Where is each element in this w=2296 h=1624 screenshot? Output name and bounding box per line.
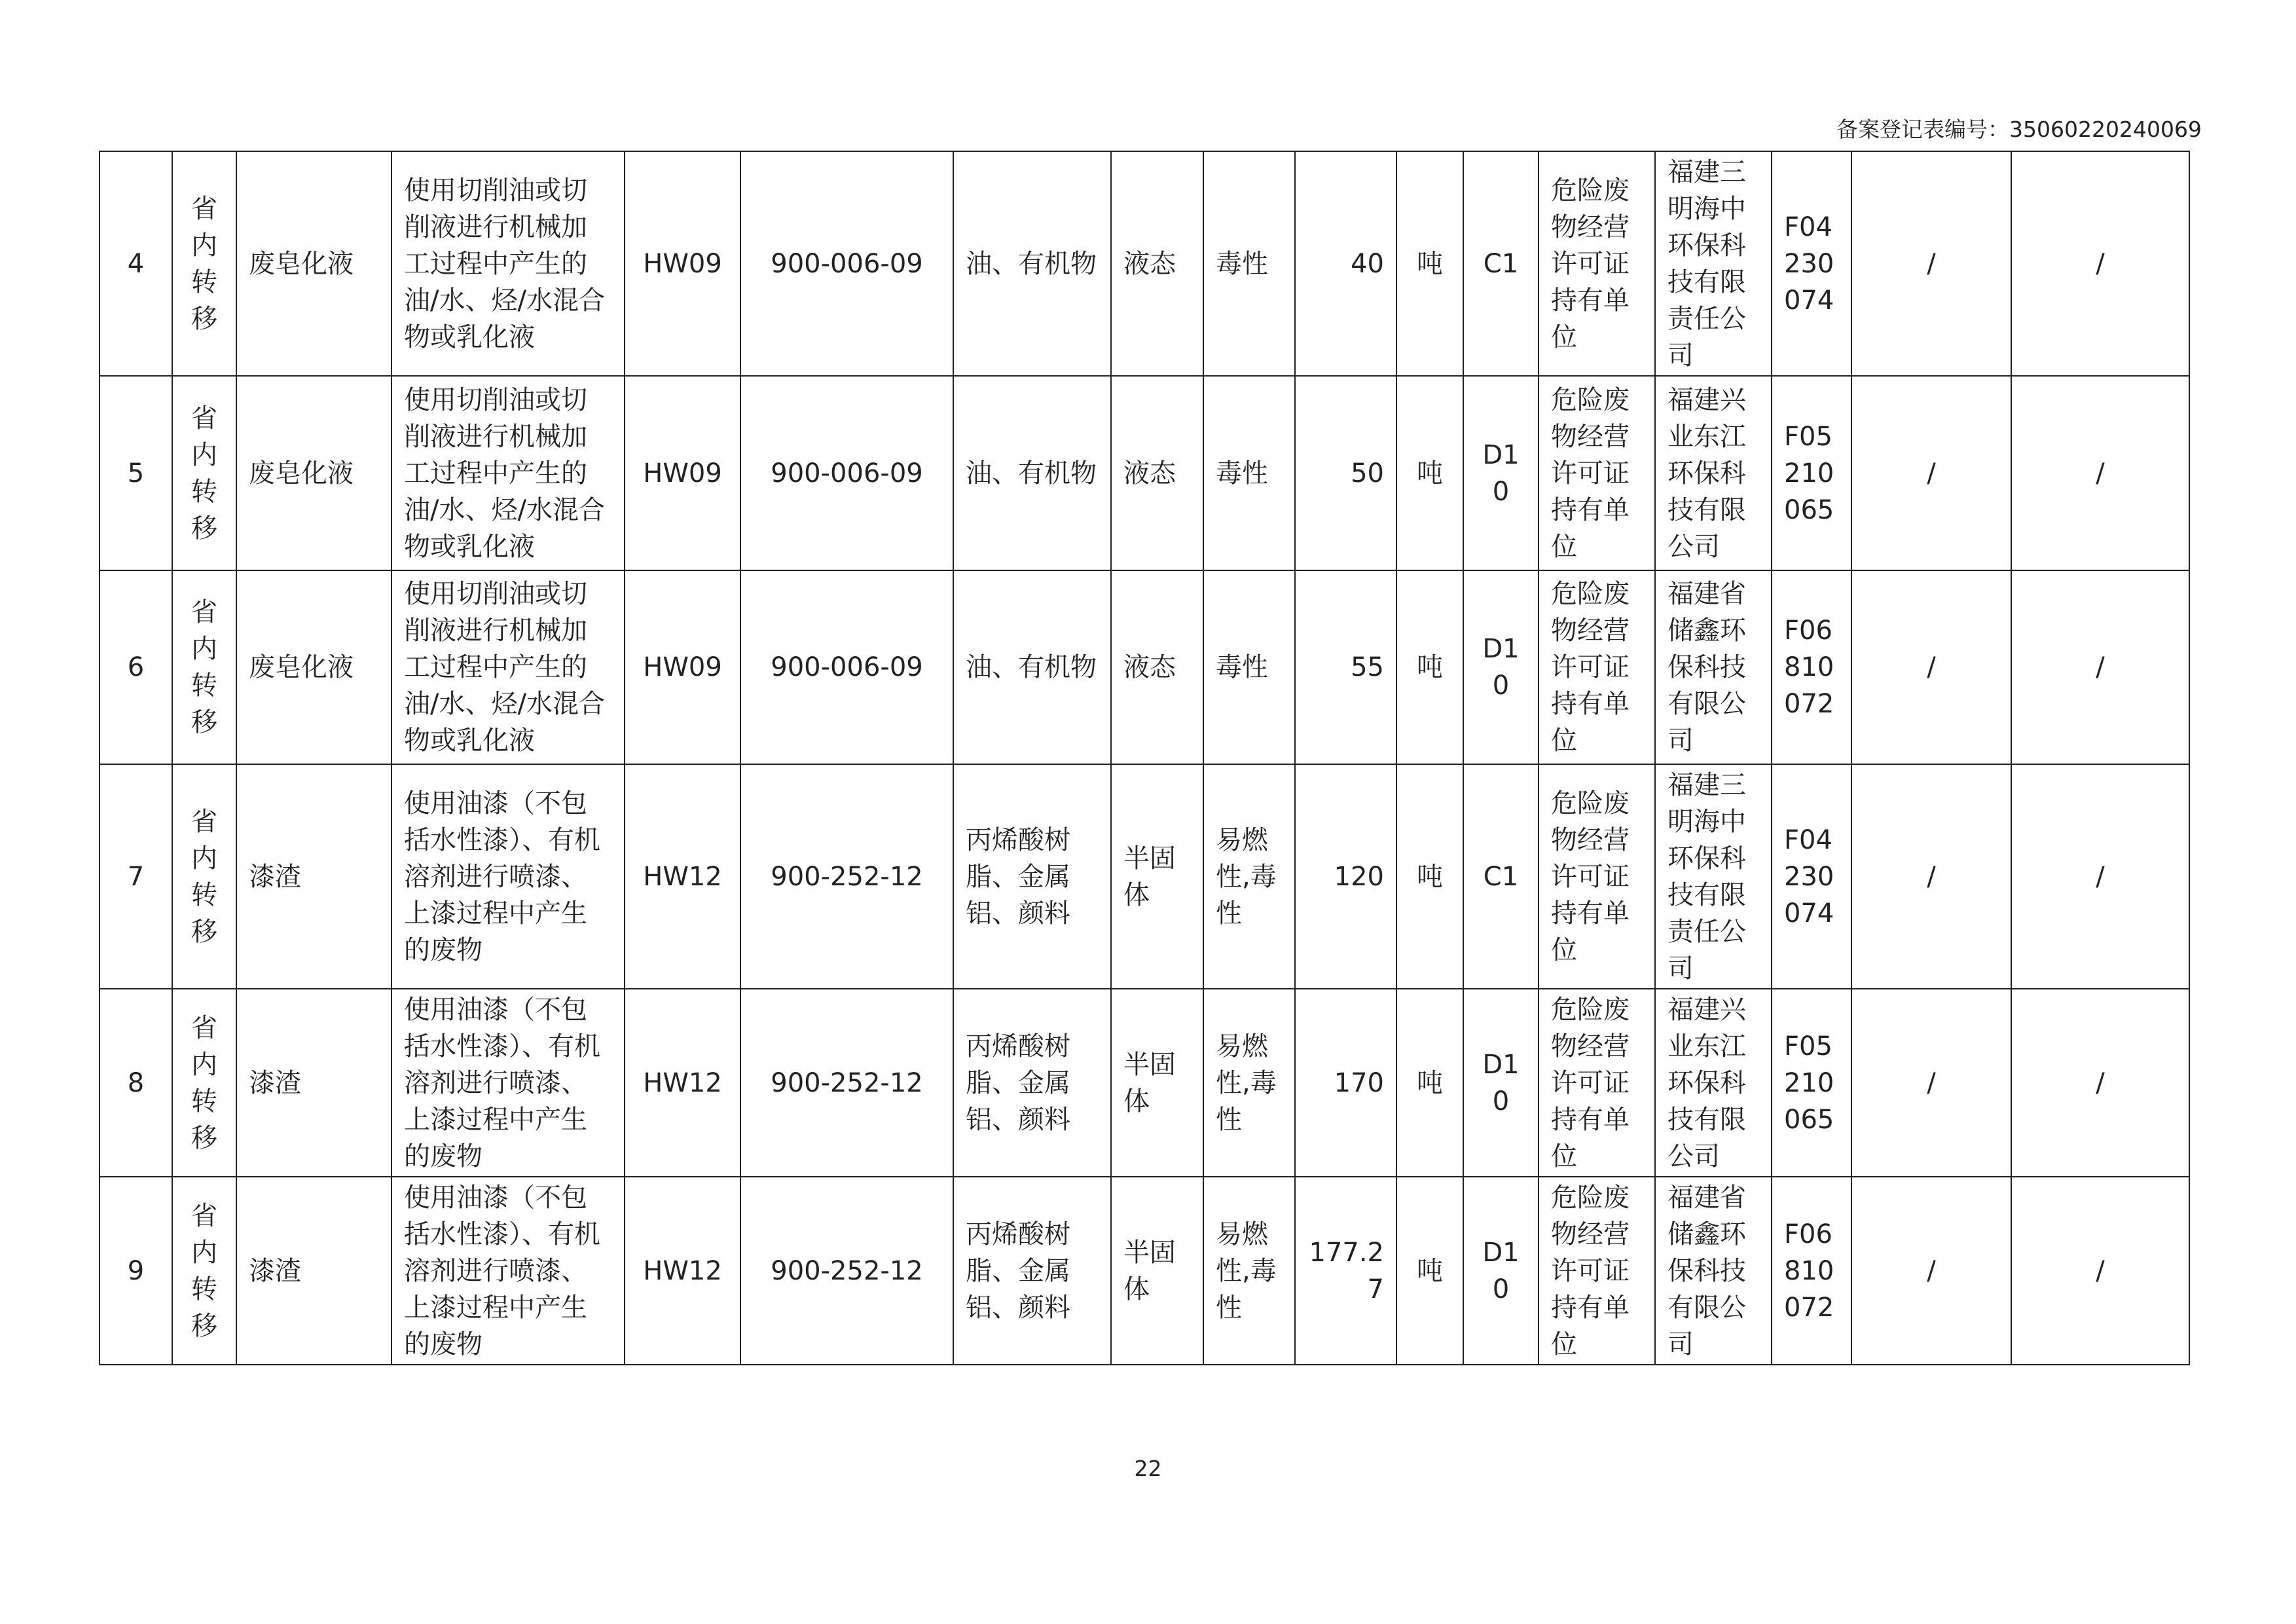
cell-waste-name: 漆渣	[236, 764, 392, 989]
cell-source: 使用切削油或切削液进行机械加工过程中产生的油/水、烃/水混合物或乳化液	[392, 376, 625, 570]
cell-form: 半固体	[1111, 764, 1203, 989]
cell-method: D10	[1463, 570, 1539, 764]
cell-col16: /	[1851, 1177, 2011, 1365]
page-number: 22	[1134, 1456, 1162, 1481]
cell-components: 油、有机物	[953, 376, 1111, 570]
cell-col17: /	[2011, 1177, 2189, 1365]
cell-license: F06810072	[1772, 570, 1851, 764]
cell-transfer-type: 省内转移	[172, 376, 236, 570]
cell-source: 使用油漆（不包括水性漆）、有机溶剂进行喷漆、上漆过程中产生的废物	[392, 989, 625, 1177]
table-row	[100, 376, 2189, 570]
cell-category: HW12	[625, 989, 740, 1177]
cell-col16: /	[1851, 989, 2011, 1177]
cell-code: 900-006-09	[740, 151, 953, 376]
cell-waste-name: 废皂化液	[236, 151, 392, 376]
cell-receiver-type: 危险废物经营许可证持有单位	[1539, 151, 1655, 376]
cell-col16: /	[1851, 151, 2011, 376]
cell-receiver: 福建兴业东江环保科技有限公司	[1655, 376, 1772, 570]
cell-quantity: 55	[1295, 570, 1396, 764]
table-row	[100, 989, 2189, 1177]
cell-form: 液态	[1111, 570, 1203, 764]
cell-col17: /	[2011, 376, 2189, 570]
cell-receiver: 福建省储鑫环保科技有限公司	[1655, 570, 1772, 764]
cell-unit: 吨	[1396, 989, 1463, 1177]
cell-unit: 吨	[1396, 151, 1463, 376]
cell-transfer-type: 省内转移	[172, 151, 236, 376]
cell-components: 丙烯酸树脂、金属铝、颜料	[953, 764, 1111, 989]
cell-receiver: 福建三明海中环保科技有限责任公司	[1655, 151, 1772, 376]
table-row	[100, 151, 2189, 376]
cell-waste-name: 漆渣	[236, 989, 392, 1177]
cell-hazard: 易燃性,毒性	[1203, 989, 1295, 1177]
cell-transfer-type: 省内转移	[172, 989, 236, 1177]
cell-col16: /	[1851, 376, 2011, 570]
cell-quantity: 40	[1295, 151, 1396, 376]
cell-license: F05210065	[1772, 376, 1851, 570]
cell-license: F04230074	[1772, 764, 1851, 989]
hazardous-waste-transfer-table	[99, 151, 2190, 1365]
cell-quantity: 177.27	[1295, 1177, 1396, 1365]
cell-receiver-type: 危险废物经营许可证持有单位	[1539, 570, 1655, 764]
cell-code: 900-252-12	[740, 989, 953, 1177]
cell-form: 半固体	[1111, 989, 1203, 1177]
cell-quantity: 50	[1295, 376, 1396, 570]
cell-method: C1	[1463, 764, 1539, 989]
cell-receiver-type: 危险废物经营许可证持有单位	[1539, 1177, 1655, 1365]
cell-source: 使用切削油或切削液进行机械加工过程中产生的油/水、烃/水混合物或乳化液	[392, 570, 625, 764]
table-row	[100, 1177, 2189, 1365]
cell-code: 900-006-09	[740, 570, 953, 764]
cell-components: 丙烯酸树脂、金属铝、颜料	[953, 989, 1111, 1177]
cell-receiver-type: 危险废物经营许可证持有单位	[1539, 989, 1655, 1177]
cell-col17: /	[2011, 570, 2189, 764]
cell-code: 900-252-12	[740, 1177, 953, 1365]
cell-components: 油、有机物	[953, 570, 1111, 764]
registration-number: 备案登记表编号：35060220240069	[1836, 117, 2202, 142]
cell-source: 使用油漆（不包括水性漆）、有机溶剂进行喷漆、上漆过程中产生的废物	[392, 1177, 625, 1365]
cell-receiver: 福建省储鑫环保科技有限公司	[1655, 1177, 1772, 1365]
cell-unit: 吨	[1396, 376, 1463, 570]
cell-receiver: 福建兴业东江环保科技有限公司	[1655, 989, 1772, 1177]
cell-no: 5	[100, 376, 172, 570]
cell-transfer-type: 省内转移	[172, 570, 236, 764]
cell-quantity: 170	[1295, 989, 1396, 1177]
cell-waste-name: 废皂化液	[236, 376, 392, 570]
cell-source: 使用油漆（不包括水性漆）、有机溶剂进行喷漆、上漆过程中产生的废物	[392, 764, 625, 989]
cell-hazard: 毒性	[1203, 570, 1295, 764]
cell-components: 油、有机物	[953, 151, 1111, 376]
cell-category: HW09	[625, 570, 740, 764]
cell-hazard: 易燃性,毒性	[1203, 764, 1295, 989]
cell-license: F04230074	[1772, 151, 1851, 376]
cell-code: 900-252-12	[740, 764, 953, 989]
cell-col17: /	[2011, 764, 2189, 989]
cell-category: HW12	[625, 1177, 740, 1365]
cell-no: 4	[100, 151, 172, 376]
cell-receiver-type: 危险废物经营许可证持有单位	[1539, 764, 1655, 989]
cell-col17: /	[2011, 989, 2189, 1177]
cell-quantity: 120	[1295, 764, 1396, 989]
cell-license: F06810072	[1772, 1177, 1851, 1365]
cell-col16: /	[1851, 764, 2011, 989]
cell-license: F05210065	[1772, 989, 1851, 1177]
cell-unit: 吨	[1396, 1177, 1463, 1365]
cell-receiver: 福建三明海中环保科技有限责任公司	[1655, 764, 1772, 989]
cell-transfer-type: 省内转移	[172, 1177, 236, 1365]
cell-no: 6	[100, 570, 172, 764]
cell-method: C1	[1463, 151, 1539, 376]
cell-col16: /	[1851, 570, 2011, 764]
table-row	[100, 764, 2189, 989]
cell-hazard: 易燃性,毒性	[1203, 1177, 1295, 1365]
cell-unit: 吨	[1396, 764, 1463, 989]
cell-waste-name: 漆渣	[236, 1177, 392, 1365]
cell-waste-name: 废皂化液	[236, 570, 392, 764]
cell-form: 半固体	[1111, 1177, 1203, 1365]
cell-form: 液态	[1111, 151, 1203, 376]
cell-hazard: 毒性	[1203, 151, 1295, 376]
cell-col17: /	[2011, 151, 2189, 376]
cell-category: HW09	[625, 151, 740, 376]
cell-method: D10	[1463, 1177, 1539, 1365]
cell-no: 7	[100, 764, 172, 989]
cell-method: D10	[1463, 376, 1539, 570]
cell-no: 9	[100, 1177, 172, 1365]
cell-category: HW12	[625, 764, 740, 989]
cell-receiver-type: 危险废物经营许可证持有单位	[1539, 376, 1655, 570]
cell-form: 液态	[1111, 376, 1203, 570]
cell-category: HW09	[625, 376, 740, 570]
cell-code: 900-006-09	[740, 376, 953, 570]
table-row	[100, 570, 2189, 764]
cell-hazard: 毒性	[1203, 376, 1295, 570]
cell-components: 丙烯酸树脂、金属铝、颜料	[953, 1177, 1111, 1365]
cell-transfer-type: 省内转移	[172, 764, 236, 989]
cell-unit: 吨	[1396, 570, 1463, 764]
cell-method: D10	[1463, 989, 1539, 1177]
cell-source: 使用切削油或切削液进行机械加工过程中产生的油/水、烃/水混合物或乳化液	[392, 151, 625, 376]
cell-no: 8	[100, 989, 172, 1177]
